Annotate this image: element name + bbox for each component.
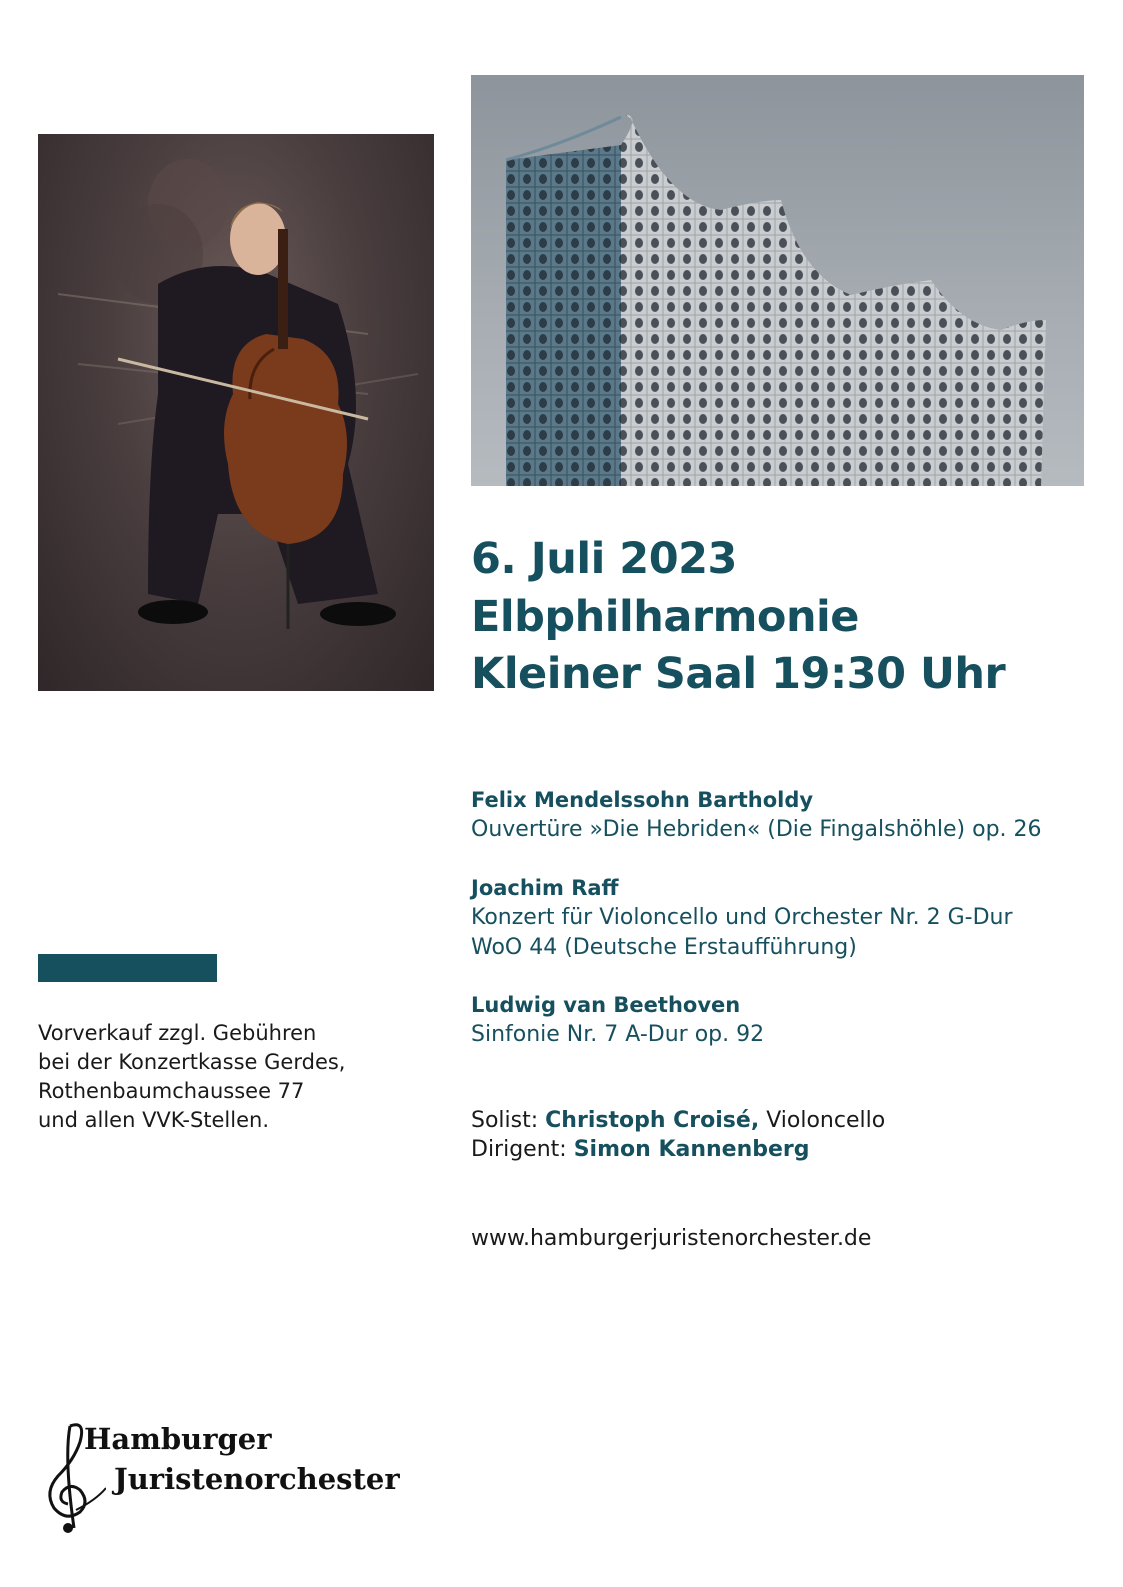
cellist-photo (38, 134, 434, 691)
logo-line-2: Juristenorchester (114, 1462, 400, 1496)
presale-line-3: Rothenbaumchaussee 77 (38, 1079, 305, 1103)
work-mendelssohn: Ouvertüre »Die Hebriden« (Die Fingalshöhle) op. 26 (471, 817, 1042, 842)
conductor-name: Simon Kannenberg (573, 1137, 810, 1162)
presale-line-4: und allen VVK-Stellen. (38, 1108, 269, 1132)
presale-line-2: bei der Konzertkasse Gerdes, (38, 1050, 346, 1074)
building-illustration (471, 75, 1084, 486)
accent-bar (38, 954, 217, 982)
composer-raff: Joachim Raff (471, 876, 619, 900)
conductor-line (471, 1137, 810, 1162)
work-raff-line2: WoO 44 (Deutsche Erstaufführung) (471, 935, 857, 960)
work-raff-line1: Konzert für Violoncello und Orchester Nr. 2 G-Dur (471, 905, 1013, 930)
soloist-instrument: Violoncello (766, 1108, 886, 1133)
composer-beethoven: Ludwig van Beethoven (471, 993, 741, 1017)
conductor-label: Dirigent: (471, 1137, 567, 1162)
composer-mendelssohn: Felix Mendelssohn Bartholdy (471, 788, 814, 812)
orchestra-logo (36, 1418, 400, 1538)
website-link[interactable]: www.hamburgerjuristenorchester.de (471, 1226, 872, 1251)
soloist-line (471, 1108, 885, 1133)
elbphilharmonie-photo (471, 75, 1084, 486)
logo-line-1: Hamburger (84, 1422, 272, 1456)
event-hall-time: Kleiner Saal 19:30 Uhr (471, 649, 1006, 699)
cellist-illustration (38, 134, 434, 691)
soloist-label: Solist: (471, 1108, 539, 1133)
event-venue: Elbphilharmonie (471, 592, 859, 642)
work-beethoven: Sinfonie Nr. 7 A-Dur op. 92 (471, 1022, 765, 1047)
presale-line-1: Vorverkauf zzgl. Gebühren (38, 1021, 317, 1045)
soloist-name: Christoph Croisé, (545, 1108, 760, 1133)
event-date: 6. Juli 2023 (471, 534, 737, 584)
